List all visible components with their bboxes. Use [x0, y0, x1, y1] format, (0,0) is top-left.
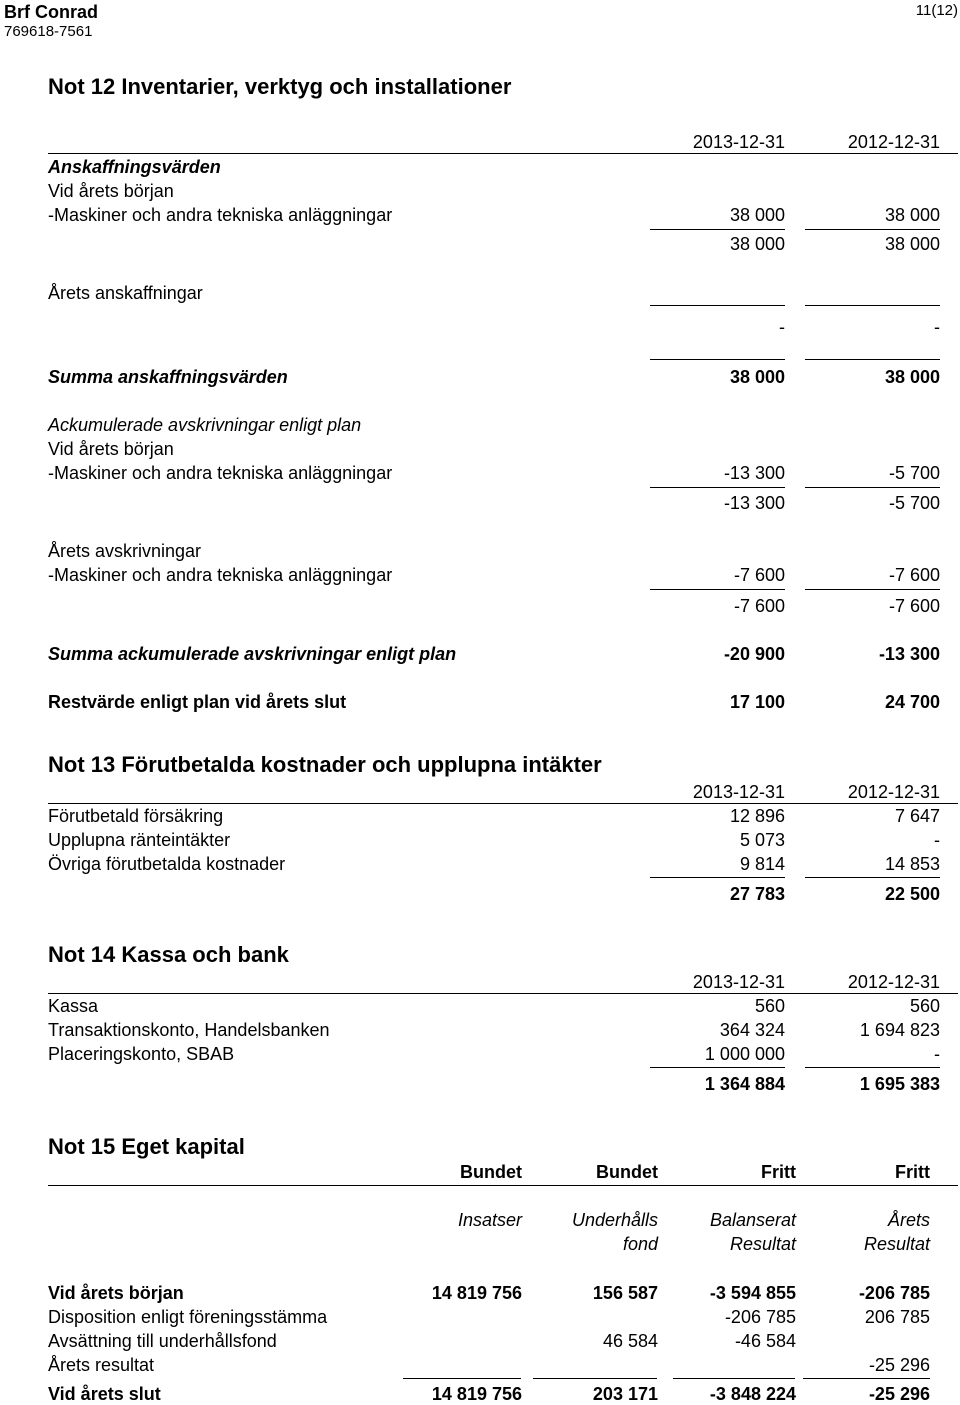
rule: [803, 1378, 930, 1379]
eq-head-bundet: Bundet: [596, 1162, 658, 1182]
note14-row-2013: 364 324: [719, 1020, 785, 1040]
note13-total-2013: 27 783: [729, 884, 785, 904]
note13-col2-header: 2012-12-31: [847, 782, 940, 802]
dep-total-2013: -20 900: [723, 644, 785, 664]
eq-cell: 14 819 756: [431, 1384, 522, 1404]
rule: [650, 305, 785, 306]
note13-row-2013: 12 896: [729, 806, 785, 826]
note14-row-2012: 1 694 823: [859, 1020, 940, 1040]
page-number: 11(12): [915, 2, 958, 19]
note13-row-label: Övriga förutbetalda kostnader: [48, 854, 286, 874]
dep-title: Ackumulerade avskrivningar enligt plan: [48, 415, 362, 435]
acq-machines-2013: 38 000: [729, 205, 785, 225]
dep-machines-2012: -5 700: [888, 463, 940, 483]
acq-machines-2012: 38 000: [884, 205, 940, 225]
note13-row-2012: 14 853: [884, 854, 940, 874]
eq-cell: -25 296: [868, 1384, 930, 1404]
dep-machines-2013: -13 300: [723, 463, 785, 483]
rule: [805, 229, 940, 230]
year-dep-machines-label: -Maskiner och andra tekniska anläggningar: [48, 565, 393, 585]
year-acq-2013: -: [779, 317, 785, 337]
eq-sub-resultat: Resultat: [863, 1234, 930, 1254]
eq-sub-insatser: Insatser: [457, 1210, 522, 1230]
note14-row-2012: -: [934, 1044, 940, 1064]
note14-row-label: Transaktionskonto, Handelsbanken: [48, 1020, 330, 1040]
rule: [533, 1378, 657, 1379]
acq-title: Anskaffningsvärden: [48, 157, 221, 177]
note12-col1-header: 2013-12-31: [692, 132, 785, 152]
rule: [805, 1067, 940, 1068]
org-number: 769618-7561: [4, 23, 93, 40]
note15-header-rule: [48, 1185, 958, 1186]
acq-sub-2013: 38 000: [729, 234, 785, 254]
rule: [650, 229, 785, 230]
year-dep-machines-2012: -7 600: [888, 565, 940, 585]
eq-head-fritt: Fritt: [761, 1162, 796, 1182]
note12-header-rule: [48, 153, 958, 154]
year-dep-sub-2012: -7 600: [888, 596, 940, 616]
eq-cell: 203 171: [592, 1384, 658, 1404]
eq-cell: -25 296: [868, 1355, 930, 1375]
rule: [805, 487, 940, 488]
rule: [805, 589, 940, 590]
rule: [650, 487, 785, 488]
year-acq-label: Årets anskaffningar: [48, 283, 203, 303]
dep-sub-2013: -13 300: [723, 493, 785, 513]
eq-sub-balanserat: Balanserat: [709, 1210, 796, 1230]
dep-total-2012: -13 300: [878, 644, 940, 664]
eq-cell: 14 819 756: [431, 1283, 522, 1303]
eq-cell: 46 584: [602, 1331, 658, 1351]
note13-header-rule: [48, 803, 958, 804]
residual-2013: 17 100: [729, 692, 785, 712]
note14-row-2013: 560: [754, 996, 785, 1016]
year-dep-label: Årets avskrivningar: [48, 541, 202, 561]
note14-row-label: Placeringskonto, SBAB: [48, 1044, 235, 1064]
year-dep-sub-2013: -7 600: [733, 596, 785, 616]
eq-row-label: Vid årets början: [48, 1283, 184, 1303]
rule: [403, 1378, 521, 1379]
note14-col2-header: 2012-12-31: [847, 972, 940, 992]
note14-title: Not 14 Kassa och bank: [48, 942, 289, 967]
eq-row-label: Årets resultat: [48, 1355, 155, 1375]
note12-col2-header: 2012-12-31: [847, 132, 940, 152]
acq-start-label: Vid årets början: [48, 181, 174, 201]
year-acq-2012: -: [934, 317, 940, 337]
eq-cell: 206 785: [864, 1307, 930, 1327]
note13-row-label: Upplupna ränteintäkter: [48, 830, 231, 850]
acq-total-label: Summa anskaffningsvärden: [48, 367, 288, 387]
rule: [805, 877, 940, 878]
eq-cell: -3 594 855: [709, 1283, 796, 1303]
eq-row-label: Avsättning till underhållsfond: [48, 1331, 277, 1351]
eq-sub-arets: Årets: [887, 1210, 930, 1230]
residual-2012: 24 700: [884, 692, 940, 712]
eq-row-label: Vid årets slut: [48, 1384, 161, 1404]
note13-row-2013: 5 073: [739, 830, 785, 850]
rule: [650, 359, 785, 360]
note13-title: Not 13 Förutbetalda kostnader och upplupna intäkter: [48, 752, 602, 777]
eq-row-label: Disposition enligt föreningsstämma: [48, 1307, 328, 1327]
dep-machines-label: -Maskiner och andra tekniska anläggningar: [48, 463, 393, 483]
dep-total-label: Summa ackumulerade avskrivningar enligt plan: [48, 644, 457, 664]
note14-row-2012: 560: [909, 996, 940, 1016]
acq-sub-2012: 38 000: [884, 234, 940, 254]
eq-head-fritt: Fritt: [895, 1162, 930, 1182]
eq-sub-underhalls: Underhålls: [571, 1210, 658, 1230]
acq-total-2012: 38 000: [884, 367, 940, 387]
eq-cell: -206 785: [858, 1283, 930, 1303]
note14-row-2013: 1 000 000: [704, 1044, 785, 1064]
dep-sub-2012: -5 700: [888, 493, 940, 513]
note13-total-2012: 22 500: [884, 884, 940, 904]
rule: [673, 1378, 795, 1379]
acq-total-2013: 38 000: [729, 367, 785, 387]
residual-label: Restvärde enligt plan vid årets slut: [48, 692, 347, 712]
rule: [805, 305, 940, 306]
note14-row-label: Kassa: [48, 996, 99, 1016]
note12-title: Not 12 Inventarier, verktyg och installationer: [48, 74, 512, 99]
rule: [650, 589, 785, 590]
eq-sub-resultat: Resultat: [729, 1234, 796, 1254]
rule: [805, 359, 940, 360]
note14-total-2013: 1 364 884: [704, 1074, 785, 1094]
note13-col1-header: 2013-12-31: [692, 782, 785, 802]
eq-head-bundet: Bundet: [460, 1162, 522, 1182]
note13-row-2012: 7 647: [894, 806, 940, 826]
note15-title: Not 15 Eget kapital: [48, 1134, 245, 1159]
eq-cell: -46 584: [734, 1331, 796, 1351]
note14-col1-header: 2013-12-31: [692, 972, 785, 992]
eq-cell: -206 785: [724, 1307, 796, 1327]
eq-cell: 156 587: [592, 1283, 658, 1303]
note13-row-label: Förutbetald försäkring: [48, 806, 224, 826]
eq-cell: -3 848 224: [709, 1384, 796, 1404]
dep-start-label: Vid årets början: [48, 439, 174, 459]
note14-header-rule: [48, 993, 958, 994]
rule: [650, 877, 785, 878]
note14-total-2012: 1 695 383: [859, 1074, 940, 1094]
note13-row-2013: 9 814: [739, 854, 785, 874]
acq-machines-label: -Maskiner och andra tekniska anläggningar: [48, 205, 393, 225]
rule: [650, 1067, 785, 1068]
company-name: Brf Conrad: [4, 2, 98, 22]
note13-row-2012: -: [934, 830, 940, 850]
year-dep-machines-2013: -7 600: [733, 565, 785, 585]
eq-sub-fond: fond: [622, 1234, 658, 1254]
